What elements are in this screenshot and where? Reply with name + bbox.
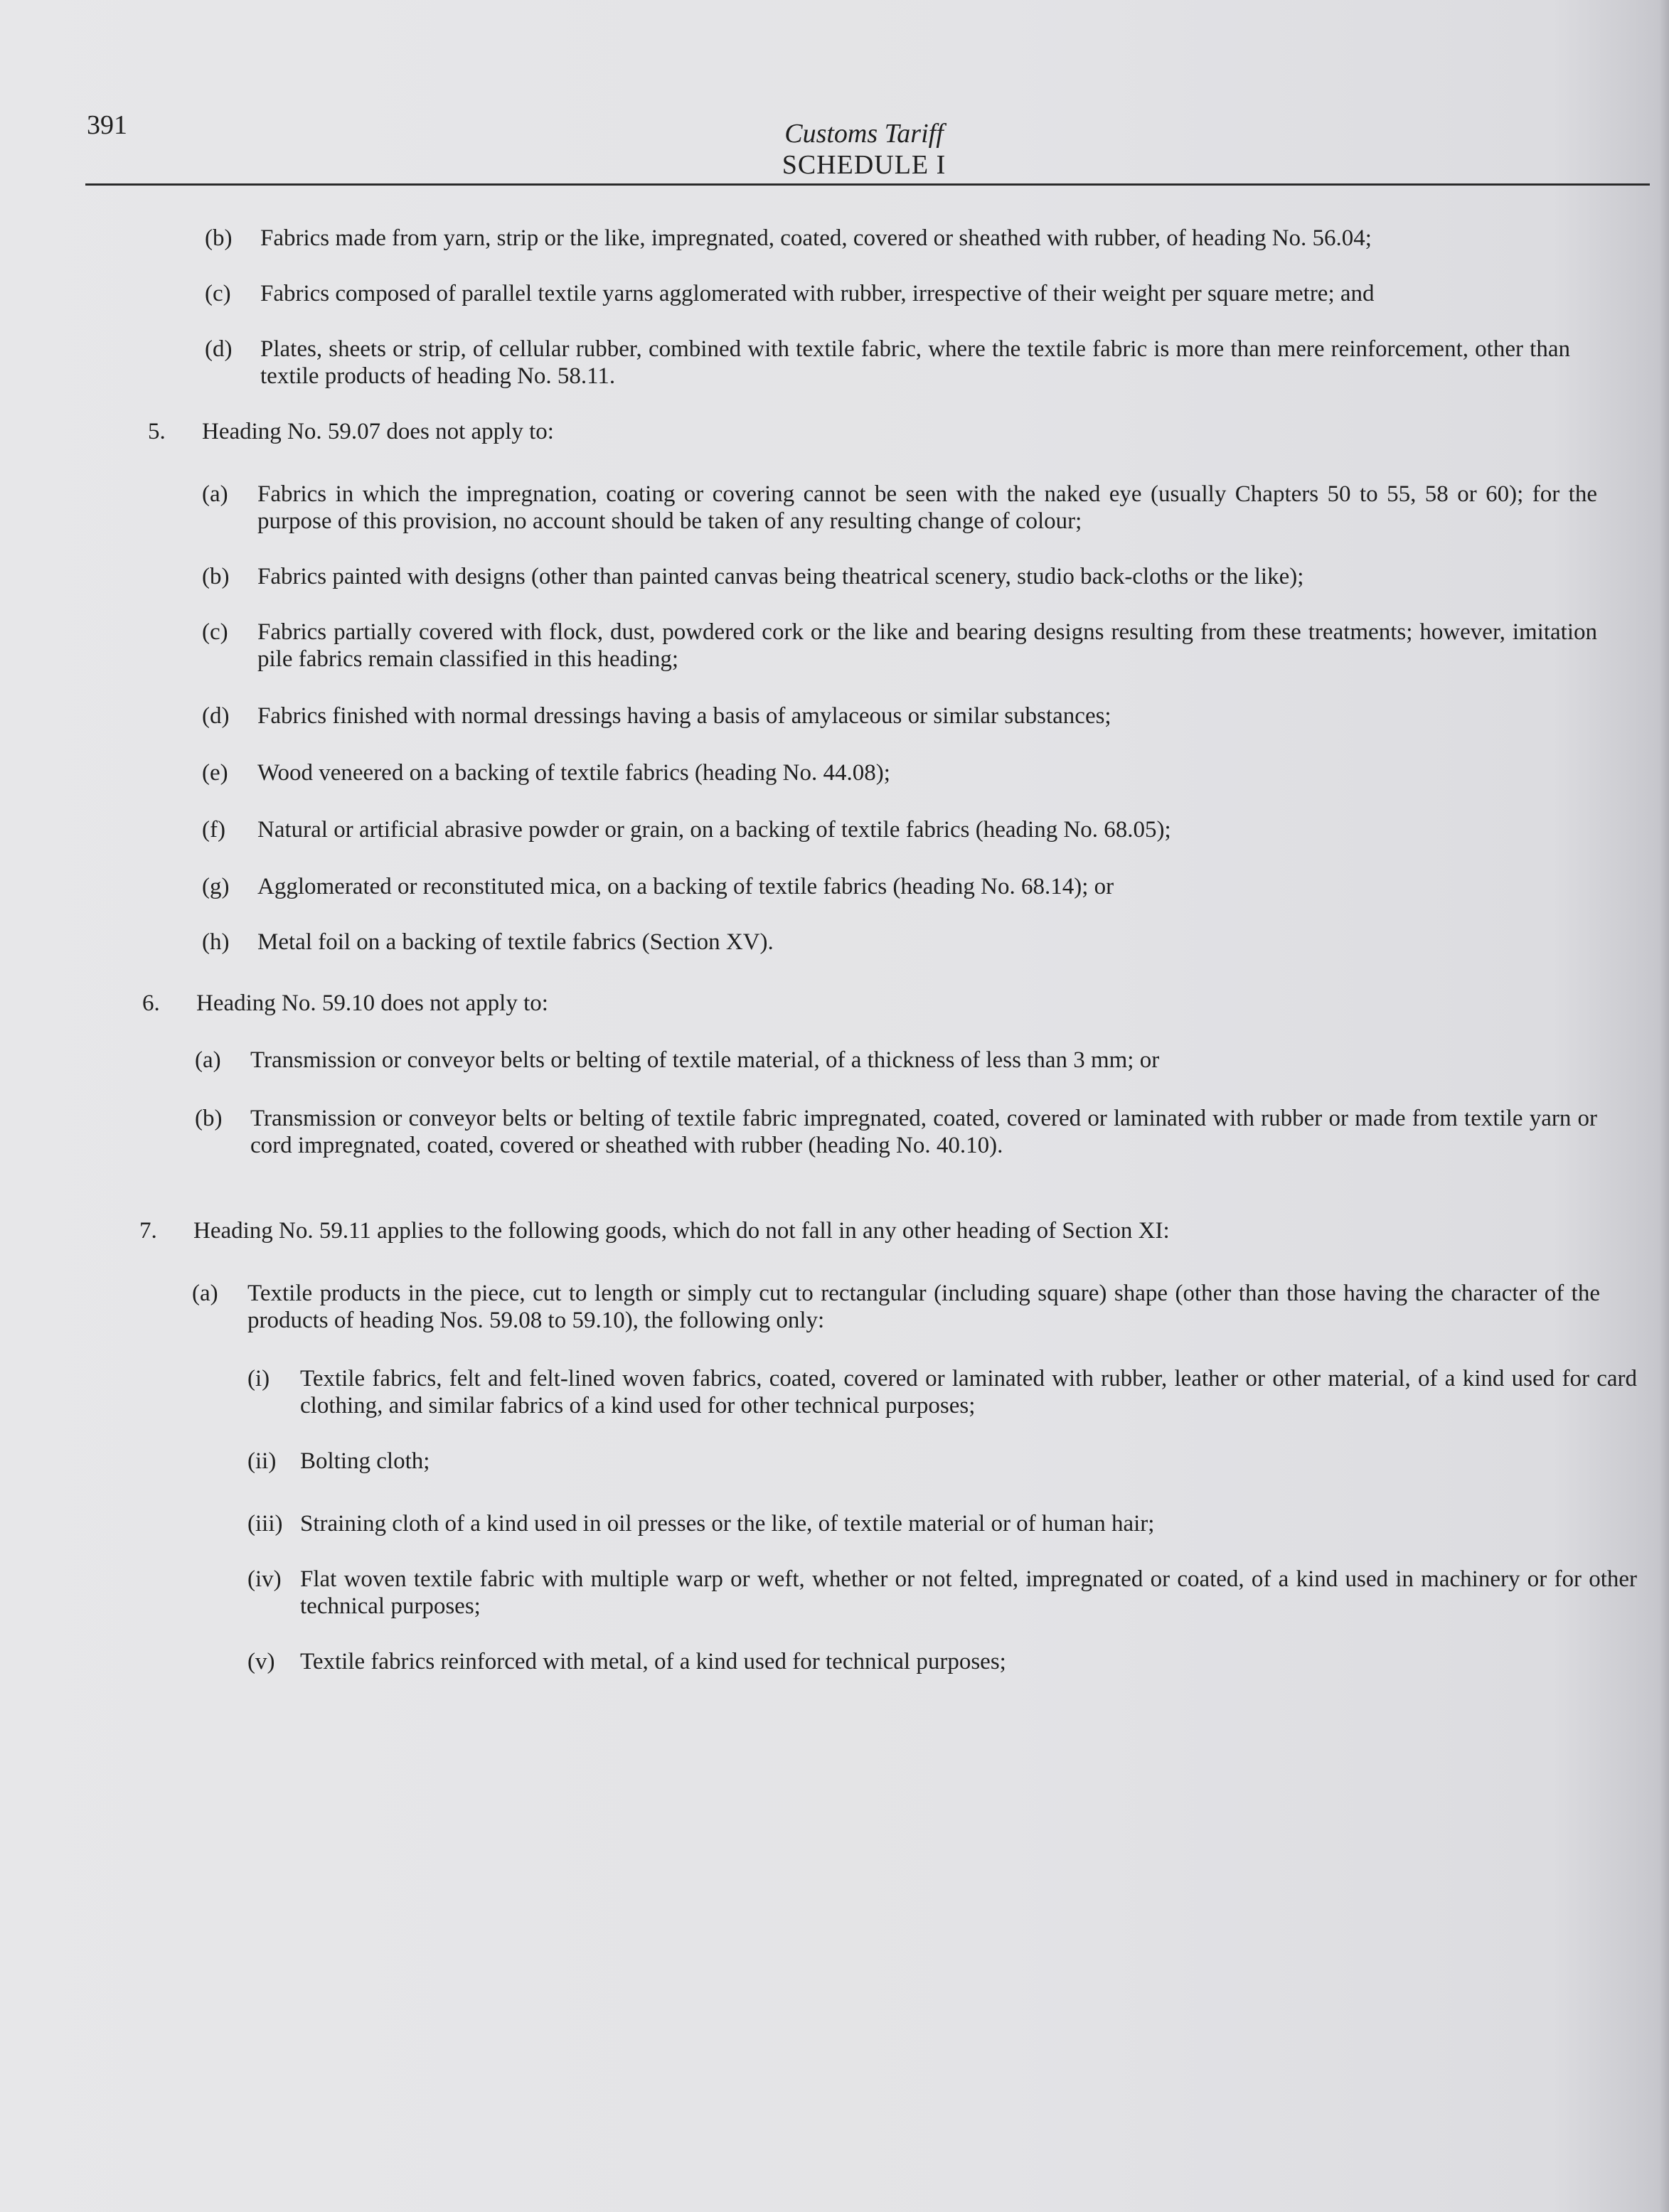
subitem-label: (iii)	[247, 1511, 283, 1537]
item-text: Fabrics finished with normal dressings having a basis of amylaceous or similar substances;	[257, 703, 1111, 729]
list-item	[192, 1280, 1600, 1334]
item-text: Plates, sheets or strip, of cellular rubber, combined with textile fabric, where the textile fabric is more than mere reinforcement, other than textile products of heading No. 58.11.	[260, 336, 1570, 389]
subitem-label: (iv)	[247, 1566, 282, 1592]
item-text: Fabrics partially covered with flock, dust, powdered cork or the like and bearing designs resulting from these treatments; however, imitation pile fabrics remain classified in this heading;	[257, 619, 1597, 672]
note-text: Heading No. 59.11 applies to the following goods, which do not fall in any other heading of Section XI:	[193, 1218, 1170, 1244]
list-item	[202, 563, 1597, 590]
list-item	[195, 1105, 1597, 1159]
item-label: (e)	[202, 760, 228, 786]
subitem-text: Bolting cloth;	[300, 1448, 430, 1474]
list-item	[202, 702, 1597, 730]
item-text: Textile products in the piece, cut to length or simply cut to rectangular (including square) shape (other than those having the character of the products of heading Nos. 59.08 to 59.10), the following only:	[247, 1281, 1600, 1333]
header-rule	[85, 183, 1650, 186]
page-number: 391	[87, 110, 127, 140]
note-6	[142, 990, 1550, 1017]
item-label: (b)	[202, 564, 230, 589]
item-text: Fabrics painted with designs (other than painted canvas being theatrical scenery, studio back-cloths or the like);	[257, 564, 1304, 589]
note-text: Heading No. 59.10 does not apply to:	[196, 990, 548, 1016]
scan-edge-shadow	[1659, 0, 1669, 2212]
running-head	[640, 118, 1088, 181]
subitem-text: Straining cloth of a kind used in oil presses or the like, of textile material or of human hair;	[300, 1511, 1155, 1537]
item-label: (b)	[205, 225, 233, 251]
subitem-text: Flat woven textile fabric with multiple warp or weft, whether or not felted, impregnated or coated, of a kind used in machinery or for other technical purposes;	[300, 1566, 1637, 1619]
list-item	[195, 1047, 1597, 1074]
item-label: (h)	[202, 929, 230, 955]
list-subitem	[247, 1448, 1637, 1475]
item-label: (d)	[205, 336, 233, 362]
item-label: (d)	[202, 703, 230, 729]
item-text: Wood veneered on a backing of textile fabrics (heading No. 44.08);	[257, 760, 890, 786]
list-item	[205, 280, 1570, 307]
item-text: Natural or artificial abrasive powder or grain, on a backing of textile fabrics (heading No. 68.05);	[257, 817, 1171, 843]
subitem-text: Textile fabrics, felt and felt-lined woven fabrics, coated, covered or laminated with rubber, leather or other material, of a kind used for card clothing, and similar fabrics of a kind used for other technical purposes;	[300, 1366, 1637, 1418]
item-text: Metal foil on a backing of textile fabrics (Section XV).	[257, 929, 774, 955]
note-5	[148, 418, 1556, 445]
list-subitem	[247, 1566, 1637, 1620]
list-item	[205, 336, 1570, 390]
list-subitem	[247, 1648, 1637, 1675]
list-item	[205, 225, 1570, 252]
item-label: (g)	[202, 874, 230, 899]
item-label: (c)	[202, 619, 228, 645]
list-item	[202, 873, 1597, 900]
note-number: 6.	[142, 990, 160, 1016]
note-number: 7.	[139, 1218, 157, 1244]
item-label: (b)	[195, 1106, 223, 1131]
list-subitem	[247, 1510, 1637, 1537]
subitem-label: (v)	[247, 1649, 275, 1674]
item-label: (a)	[192, 1281, 218, 1306]
list-item	[202, 481, 1597, 535]
running-head-title: Customs Tariff	[784, 119, 944, 149]
item-label: (a)	[195, 1047, 221, 1073]
note-7	[139, 1217, 1562, 1244]
item-text: Transmission or conveyor belts or belting of textile material, of a thickness of less than 3 mm; or	[250, 1047, 1160, 1073]
note-number: 5.	[148, 419, 166, 444]
subitem-text: Textile fabrics reinforced with metal, of a kind used for technical purposes;	[300, 1649, 1006, 1674]
item-label: (a)	[202, 481, 228, 507]
item-text: Transmission or conveyor belts or belting of textile fabric impregnated, coated, covered or laminated with rubber or made from textile yarn or cord impregnated, coated, covered or sheathed with rubber (heading No. 40.10).	[250, 1106, 1597, 1158]
note-text: Heading No. 59.07 does not apply to:	[202, 419, 554, 444]
item-text: Fabrics in which the impregnation, coating or covering cannot be seen with the naked eye (usually Chapters 50 to 55, 58 or 60); for the purpose of this provision, no account should be taken of any resulting change of colour;	[257, 481, 1597, 534]
subitem-label: (i)	[247, 1366, 270, 1391]
item-text: Agglomerated or reconstituted mica, on a backing of textile fabrics (heading No. 68.14); or	[257, 874, 1114, 899]
item-text: Fabrics made from yarn, strip or the like, impregnated, coated, covered or sheathed with rubber, of heading No. 56.04;	[260, 225, 1372, 251]
list-item	[202, 929, 1597, 956]
item-text: Fabrics composed of parallel textile yarns agglomerated with rubber, irrespective of their weight per square metre; and	[260, 281, 1375, 306]
item-label: (f)	[202, 817, 225, 843]
list-item	[202, 759, 1597, 786]
list-subitem	[247, 1365, 1637, 1419]
running-head-subtitle: SCHEDULE I	[782, 150, 947, 180]
list-item	[202, 816, 1597, 843]
list-item	[202, 619, 1597, 673]
item-label: (c)	[205, 281, 231, 306]
subitem-label: (ii)	[247, 1448, 277, 1474]
